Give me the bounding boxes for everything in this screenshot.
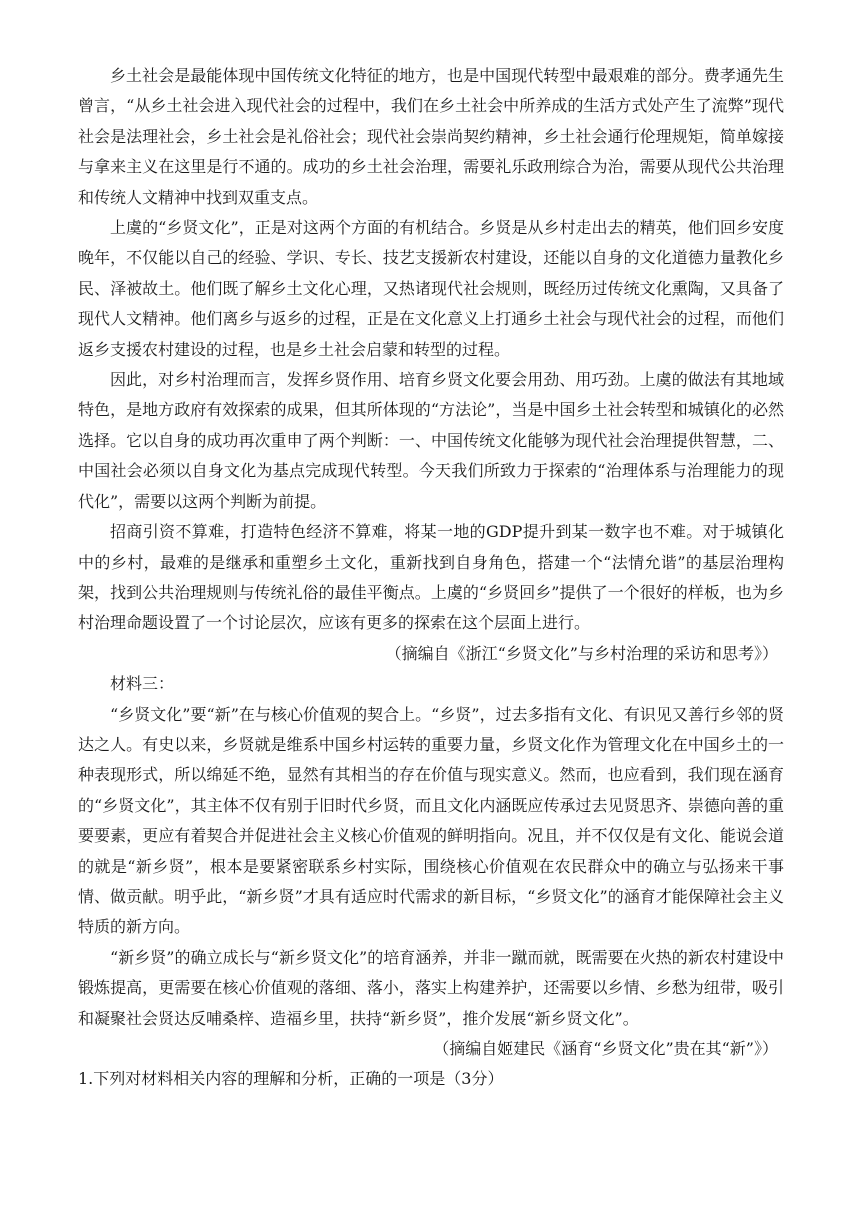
document-page xyxy=(78,61,784,1095)
paragraph: 乡土社会是最能体现中国传统文化特征的地方，也是中国现代转型中最艰难的部分。费孝通先生曾言，“从乡土社会进入现代社会的过程中，我们在乡土社会中所养成的生活方式处产生了流弊”现代社会是法理社会，乡土社会是礼俗社会；现代社会崇尚契约精神，乡土社会通行伦理规矩，简单嫁接与拿来主义在这里是行不通的。成功的乡土社会治理，需要礼乐政刑综合为治，需要从现代公共治理和传统人文精神中找到双重支点。 xyxy=(78,66,784,207)
paragraph: 招商引资不算难，打造特色经济不算难，将某一地的GDP提升到某一数字也不难。对于城镇化中的乡村，最难的是继承和重塑乡土文化，重新找到自身角色，搭建一个“法情允谐”的基层治理构架，找到公共治理规则与传统礼俗的最佳平衡点。上虞的“乡贤回乡”提供了一个很好的样板，也为乡村治理命题设置了一个讨论层次，应该有更多的探索在这个层面上进行。 xyxy=(78,522,784,633)
material-label: 材料三： xyxy=(110,674,175,694)
source-citation: （摘编自《浙江“乡贤文化”与乡村治理的采访和思考》） xyxy=(385,643,778,663)
question-stem: 1.下列对材料相关内容的理解和分析，正确的一项是（3分） xyxy=(78,1069,504,1089)
source-citation: （摘编自姬建民《涵育“乡贤文化”贵在其“新”》） xyxy=(433,1039,778,1058)
paragraph: “乡贤文化”要“新”在与核心价值观的契合上。“乡贤”，过去多指有文化、有识见又善行乡邻的贤达之人。有史以来，乡贤就是维系中国乡村运转的重要力量，乡贤文化作为管理文化在中国乡土的一种表现形式，所以绵延不绝，显然有其相当的存在价值与现实意义。然而，也应看到，我们现在涵育的“乡贤文化”，其主体不仅有别于旧时代乡贤，而且文化内涵既应传承过去见贤思齐、崇德向善的重要要素，更应有着契合并促进社会主义核心价值观的鲜明指向。况且，并不仅仅是有文化、能说会道的就是“新乡贤”，根本是要紧密联系乡村实际，围绕核心价值观在农民群众中的确立与弘扬来干事情、做贡献。明乎此，“新乡贤”才具有适应时代需求的新目标，“乡贤文化”的涵育才能保障社会主义特质的新方向。 xyxy=(78,704,784,937)
paragraph: 上虞的“乡贤文化”，正是对这两个方面的有机结合。乡贤是从乡村走出去的精英，他们回乡安度晚年，不仅能以自己的经验、学识、专长、技艺支援新农村建设，还能以自身的文化道德力量教化乡民、泽被故土。他们既了解乡土文化心理，又热诸现代社会规则，既经历过传统文化熏陶，又具备了现代人文精神。他们离乡与返乡的过程，正是在文化意义上打通乡土社会与现代社会的过程，而他们返乡支援农村建设的过程，也是乡土社会启蒙和转型的过程。 xyxy=(78,218,784,359)
paragraph: “新乡贤”的确立成长与“新乡贤文化”的培育涵养，并非一蹴而就，既需要在火热的新农村建设中锻炼提高，更需要在核心价值观的落细、落小，落实上构建养护，还需要以乡情、乡愁为纽带，吸引和凝聚社会贤达反哺桑梓、造福乡里，扶持“新乡贤”，推介发展“新乡贤文化”。 xyxy=(78,947,784,1028)
paragraph: 因此，对乡村治理而言，发挥乡贤作用、培育乡贤文化要会用劲、用巧劲。上虞的做法有其地域特色，是地方政府有效探索的成果，但其所体现的“方法论”，当是中国乡土社会转型和城镇化的必然选择。它以自身的成功再次重申了两个判断：一、中国传统文化能够为现代社会治理提供智慧，二、中国社会必须以自身文化为基点完成现代转型。今天我们所致力于探索的“治理体系与治理能力的现代化”，需要以这两个判断为前提。 xyxy=(78,370,784,511)
